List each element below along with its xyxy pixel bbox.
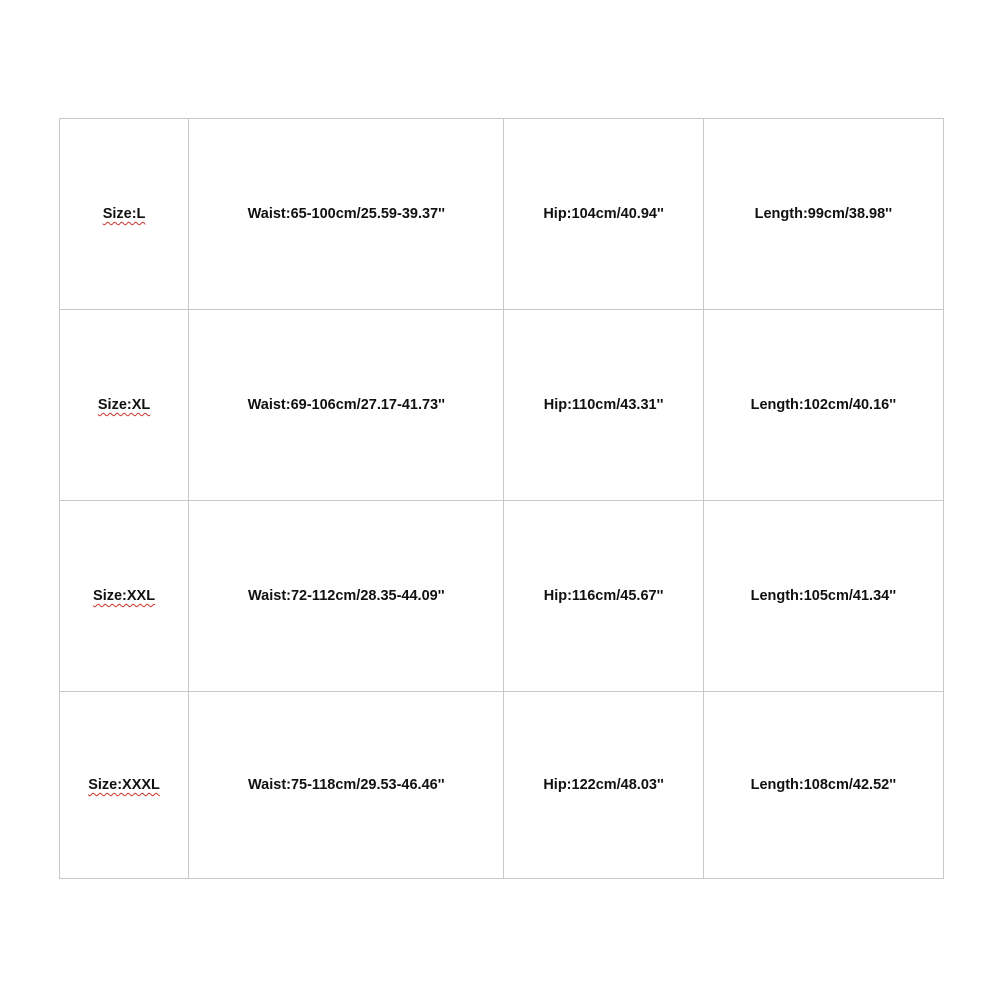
size-cell: [60, 692, 189, 879]
waist-cell: Waist:69-106cm/27.17-41.73'': [189, 310, 504, 501]
waist-cell: Waist:75-118cm/29.53-46.46'': [189, 692, 504, 879]
table-row: [60, 310, 944, 501]
size-label: Size:XXL: [93, 588, 156, 604]
size-label: Size:L: [102, 206, 146, 222]
size-cell: [60, 119, 189, 310]
hip-cell: Hip:110cm/43.31'': [504, 310, 703, 501]
hip-cell: Hip:122cm/48.03'': [504, 692, 703, 879]
waist-cell: Waist:65-100cm/25.59-39.37'': [189, 119, 504, 310]
table-row: [60, 501, 944, 692]
hip-cell: Hip:116cm/45.67'': [504, 501, 703, 692]
length-cell: Length:102cm/40.16'': [703, 310, 943, 501]
length-cell: Length:105cm/41.34'': [703, 501, 943, 692]
hip-cell: Hip:104cm/40.94'': [504, 119, 703, 310]
size-cell: [60, 310, 189, 501]
size-chart-table: [59, 118, 944, 879]
length-cell: Length:99cm/38.98'': [703, 119, 943, 310]
table-row: [60, 119, 944, 310]
size-label: Size:XL: [97, 397, 151, 413]
table-row: [60, 692, 944, 879]
length-cell: Length:108cm/42.52'': [703, 692, 943, 879]
size-cell: [60, 501, 189, 692]
waist-cell: Waist:72-112cm/28.35-44.09'': [189, 501, 504, 692]
size-label: Size:XXXL: [88, 777, 160, 793]
